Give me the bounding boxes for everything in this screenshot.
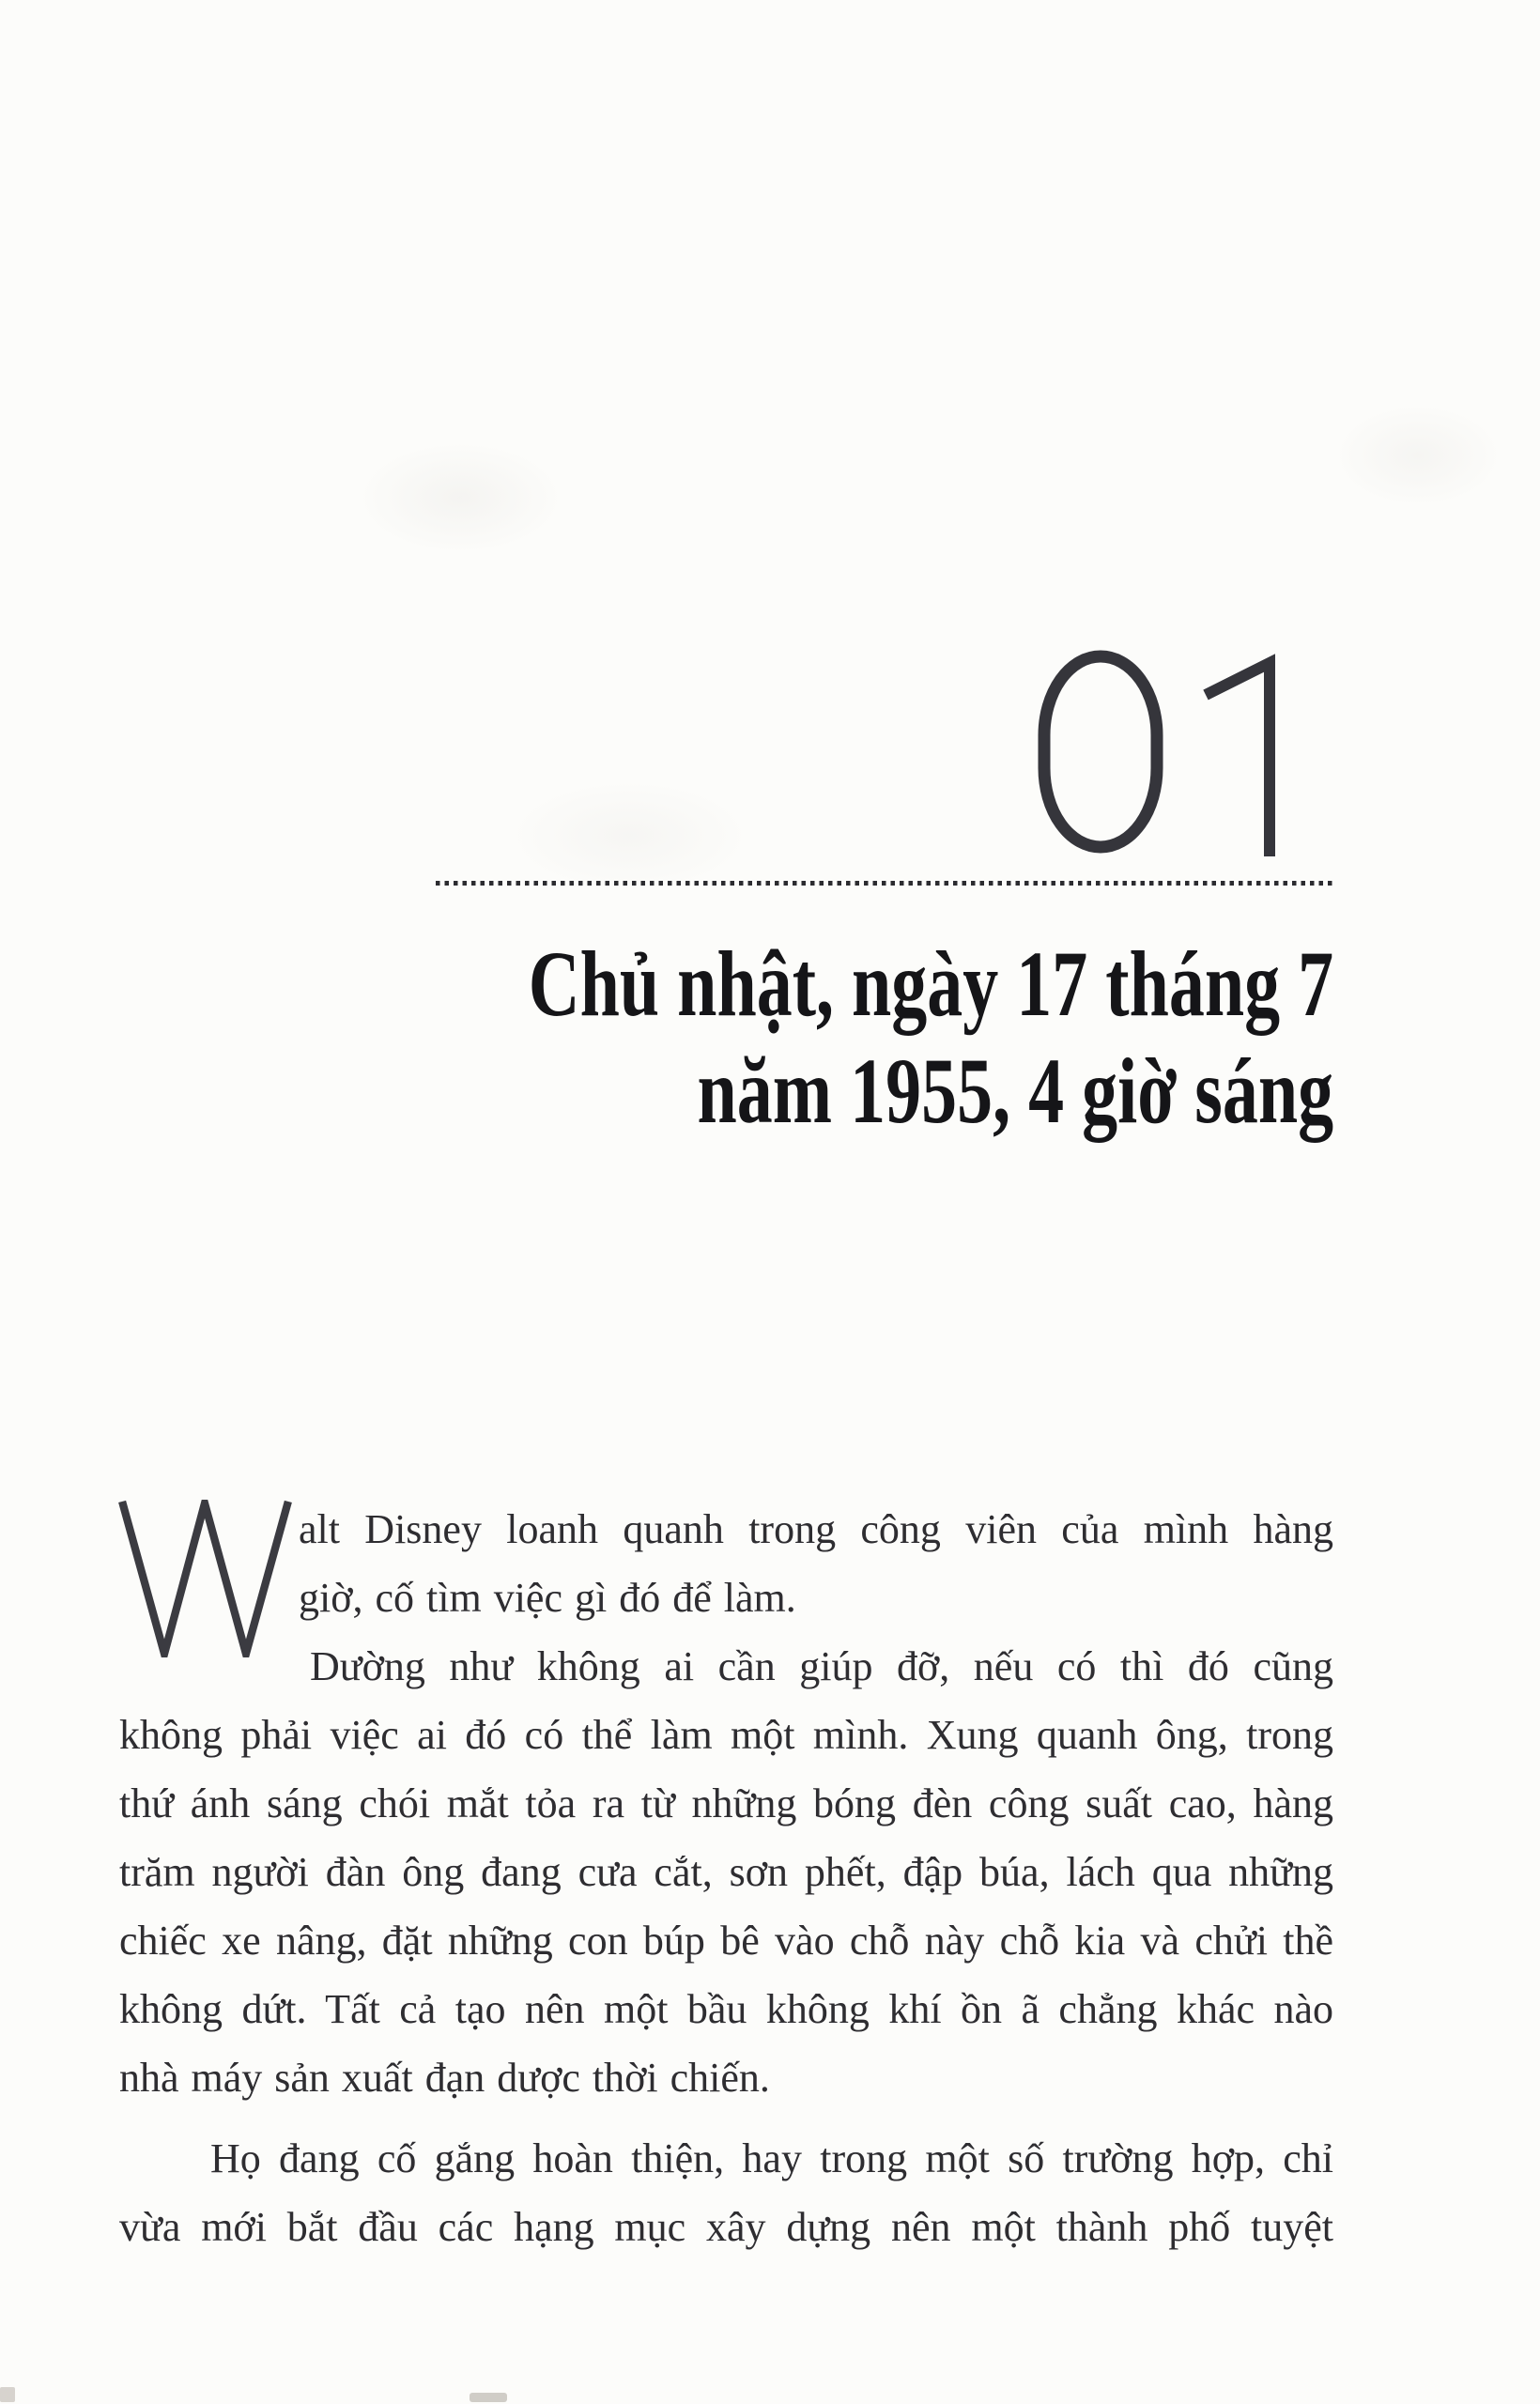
chapter-title-line1: Chủ nhật, ngày 17 tháng 7 xyxy=(528,932,1333,1036)
body-line: Họ đang cố gắng hoàn thiện, hay trong một số trường hợp, chỉ xyxy=(210,2135,1333,2181)
body-line: không dứt. Tất cả tạo nên một bầu không khí ồn ã chẳng khác nào xyxy=(119,1986,1333,2032)
body-line: giờ, cố tìm việc gì đó để làm. xyxy=(299,1575,796,1621)
chapter-number xyxy=(1033,646,1286,864)
dropcap-w xyxy=(115,1500,295,1657)
body-line: thứ ánh sáng chói mắt tỏa ra từ những bóng đèn công suất cao, hàng xyxy=(119,1780,1333,1826)
scan-smudge xyxy=(0,2387,15,2402)
zero-glyph xyxy=(1044,656,1157,847)
body-line: Dường như không ai cần giúp đỡ, nếu có thì đó cũng xyxy=(310,1643,1333,1689)
body-text xyxy=(119,1495,1333,2261)
scan-blotch xyxy=(1333,404,1502,507)
scan-smudge xyxy=(470,2393,507,2402)
scan-blotch xyxy=(357,441,563,554)
chapter-title xyxy=(529,931,1333,1145)
body-line: nhà máy sản xuất đạn dược thời chiến. xyxy=(119,2055,770,2101)
body-line: trăm người đàn ông đang cưa cắt, sơn phết, đập búa, lách qua những xyxy=(119,1849,1333,1895)
chapter-title-line2: năm 1955, 4 giờ sáng xyxy=(697,1039,1333,1143)
scan-blotch xyxy=(507,779,751,892)
body-line: alt Disney loanh quanh trong công viên của mình hàng xyxy=(299,1506,1333,1552)
body-line: không phải việc ai đó có thể làm một mình. Xung quanh ông, trong xyxy=(119,1712,1333,1758)
chapter-number-glyphs xyxy=(1033,646,1286,864)
dashed-divider xyxy=(436,881,1335,886)
body-line: vừa mới bắt đầu các hạng mục xây dựng nên một thành phố tuyệt xyxy=(119,2204,1333,2250)
one-glyph xyxy=(1206,663,1270,856)
dropcap-w-glyph xyxy=(115,1500,295,1657)
body-line: chiếc xe nâng, đặt những con búp bê vào chỗ này chỗ kia và chửi thề xyxy=(119,1918,1333,1964)
